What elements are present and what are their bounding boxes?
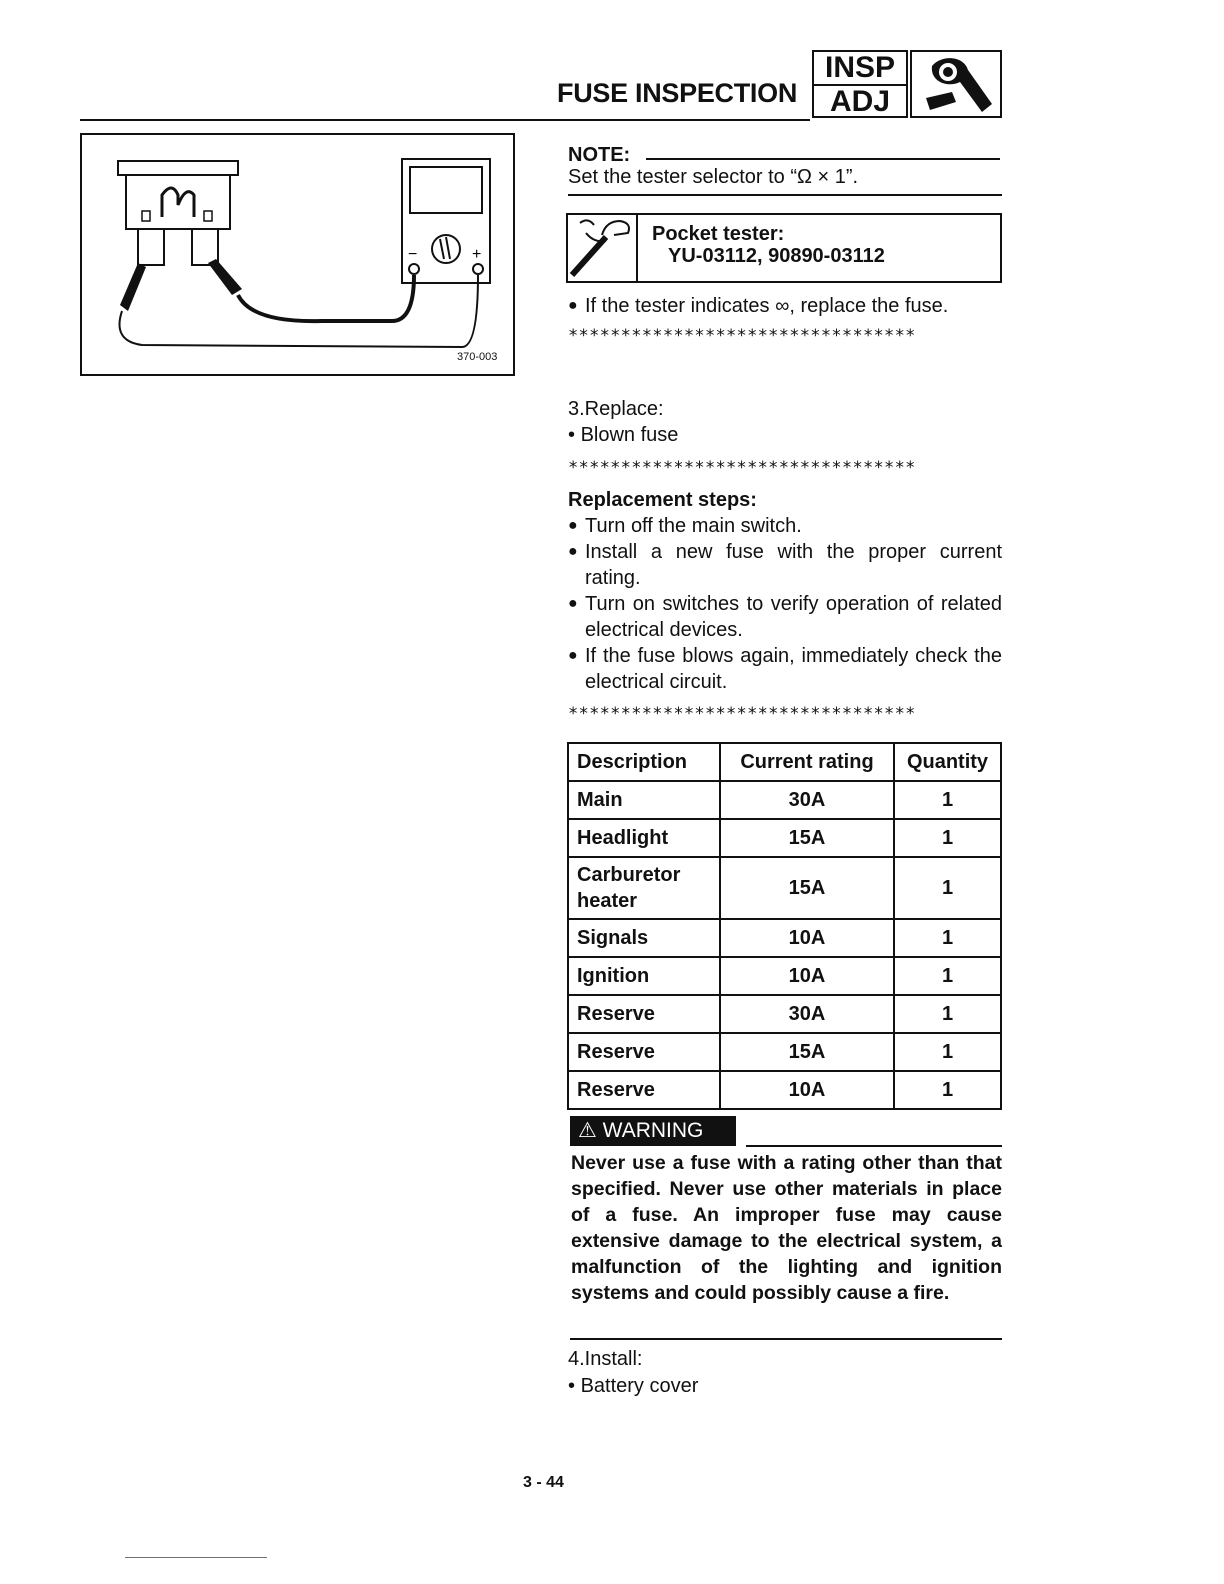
cell-quantity: 1 xyxy=(894,819,1001,857)
steps-title: Replacement steps: xyxy=(568,489,757,511)
stars-divider: ********************************* xyxy=(568,326,916,346)
svg-text:−: − xyxy=(408,246,418,263)
warning-bottom-rule xyxy=(570,1338,1002,1340)
steps-list xyxy=(568,513,1002,695)
multimeter-fuse-diagram xyxy=(82,135,513,374)
cell-quantity: 1 xyxy=(894,857,1001,919)
cell-quantity: 1 xyxy=(894,919,1001,957)
table-row xyxy=(568,995,1001,1033)
cell-rating: 15A xyxy=(720,819,894,857)
table-row xyxy=(568,819,1001,857)
fuse-rating-table xyxy=(567,742,1002,1110)
cell-quantity: 1 xyxy=(894,1071,1001,1109)
cell-description: Reserve xyxy=(568,1071,720,1109)
cell-description: Headlight xyxy=(568,819,720,857)
install-item: • Battery cover xyxy=(568,1375,699,1397)
tester-icon xyxy=(566,213,638,283)
cell-rating: 30A xyxy=(720,781,894,819)
note-label: NOTE: xyxy=(568,144,631,166)
table-row xyxy=(568,857,1001,919)
cell-rating: 10A xyxy=(720,1071,894,1109)
cell-quantity: 1 xyxy=(894,781,1001,819)
replace-step: 3.Replace: xyxy=(568,398,664,420)
step-item: ● Turn on switches to verify operation of related electrical devices. xyxy=(568,591,1002,643)
stars-divider: ********************************* xyxy=(568,458,916,478)
cell-quantity: 1 xyxy=(894,995,1001,1033)
tester-bullet: ● If the tester indicates ∞, replace the fuse. xyxy=(568,293,1019,319)
install-item-text: Battery cover xyxy=(580,1375,699,1397)
note-rule xyxy=(646,158,1000,160)
table-row xyxy=(568,919,1001,957)
badge-insp: INSP xyxy=(814,52,906,86)
page-number: 3 - 44 xyxy=(523,1474,564,1491)
header-rule xyxy=(80,119,810,121)
insp-adj-badge xyxy=(812,50,908,118)
table-row xyxy=(568,1033,1001,1071)
replace-item: • Blown fuse xyxy=(568,424,679,446)
step-item: ● Turn off the main switch. xyxy=(568,513,1002,539)
cell-description: Main xyxy=(568,781,720,819)
cell-description: Carburetor heater xyxy=(568,857,720,919)
step-item: ● If the fuse blows again, immediately check the electrical circuit. xyxy=(568,643,1002,695)
cell-description: Ignition xyxy=(568,957,720,995)
header-description: Description xyxy=(568,743,720,781)
cell-rating: 15A xyxy=(720,857,894,919)
wrench-icon xyxy=(910,50,1002,118)
step-item: ● Install a new fuse with the proper current rating. xyxy=(568,539,1002,591)
note-bottom-rule xyxy=(568,194,1002,196)
tool-code: YU-03112, 90890-03112 xyxy=(668,245,885,267)
tool-name: Pocket tester: xyxy=(652,223,785,245)
table-row xyxy=(568,781,1001,819)
table-row xyxy=(568,1071,1001,1109)
badge-adj: ADJ xyxy=(829,85,890,118)
cell-rating: 30A xyxy=(720,995,894,1033)
header-current-rating: Current rating xyxy=(720,743,894,781)
warning-triangle-icon: ⚠ xyxy=(578,1119,597,1142)
stars-divider: ********************************* xyxy=(568,704,916,724)
note-text: Set the tester selector to “Ω × 1”. xyxy=(568,166,859,188)
figure-label: 370-003 xyxy=(457,351,498,363)
warning-rule xyxy=(746,1145,1002,1147)
cell-quantity: 1 xyxy=(894,1033,1001,1071)
cell-rating: 10A xyxy=(720,957,894,995)
svg-text:+: + xyxy=(472,246,482,263)
page-title: FUSE INSPECTION xyxy=(557,78,798,108)
install-step: 4.Install: xyxy=(568,1348,643,1370)
header-quantity: Quantity xyxy=(894,743,1001,781)
warning-label-box xyxy=(570,1116,736,1146)
cell-rating: 10A xyxy=(720,919,894,957)
cell-description: Reserve xyxy=(568,1033,720,1071)
cell-description: Signals xyxy=(568,919,720,957)
cell-quantity: 1 xyxy=(894,957,1001,995)
cell-description: Reserve xyxy=(568,995,720,1033)
footer-link-line xyxy=(125,1557,267,1558)
warning-text: Never use a fuse with a rating other than that specified. Never use other materials in place of a fuse. An improper fuse may cause extensive damage to the electrical system, a malfunction of the lighting and ignition systems and could possibly cause a fire. xyxy=(571,1152,1002,1304)
replace-item-text: Blown fuse xyxy=(580,424,679,446)
fuse-test-figure xyxy=(80,133,515,376)
cell-rating: 15A xyxy=(720,1033,894,1071)
warning-label: WARNING xyxy=(602,1119,704,1142)
table-row xyxy=(568,957,1001,995)
table-header-row xyxy=(568,743,1001,781)
